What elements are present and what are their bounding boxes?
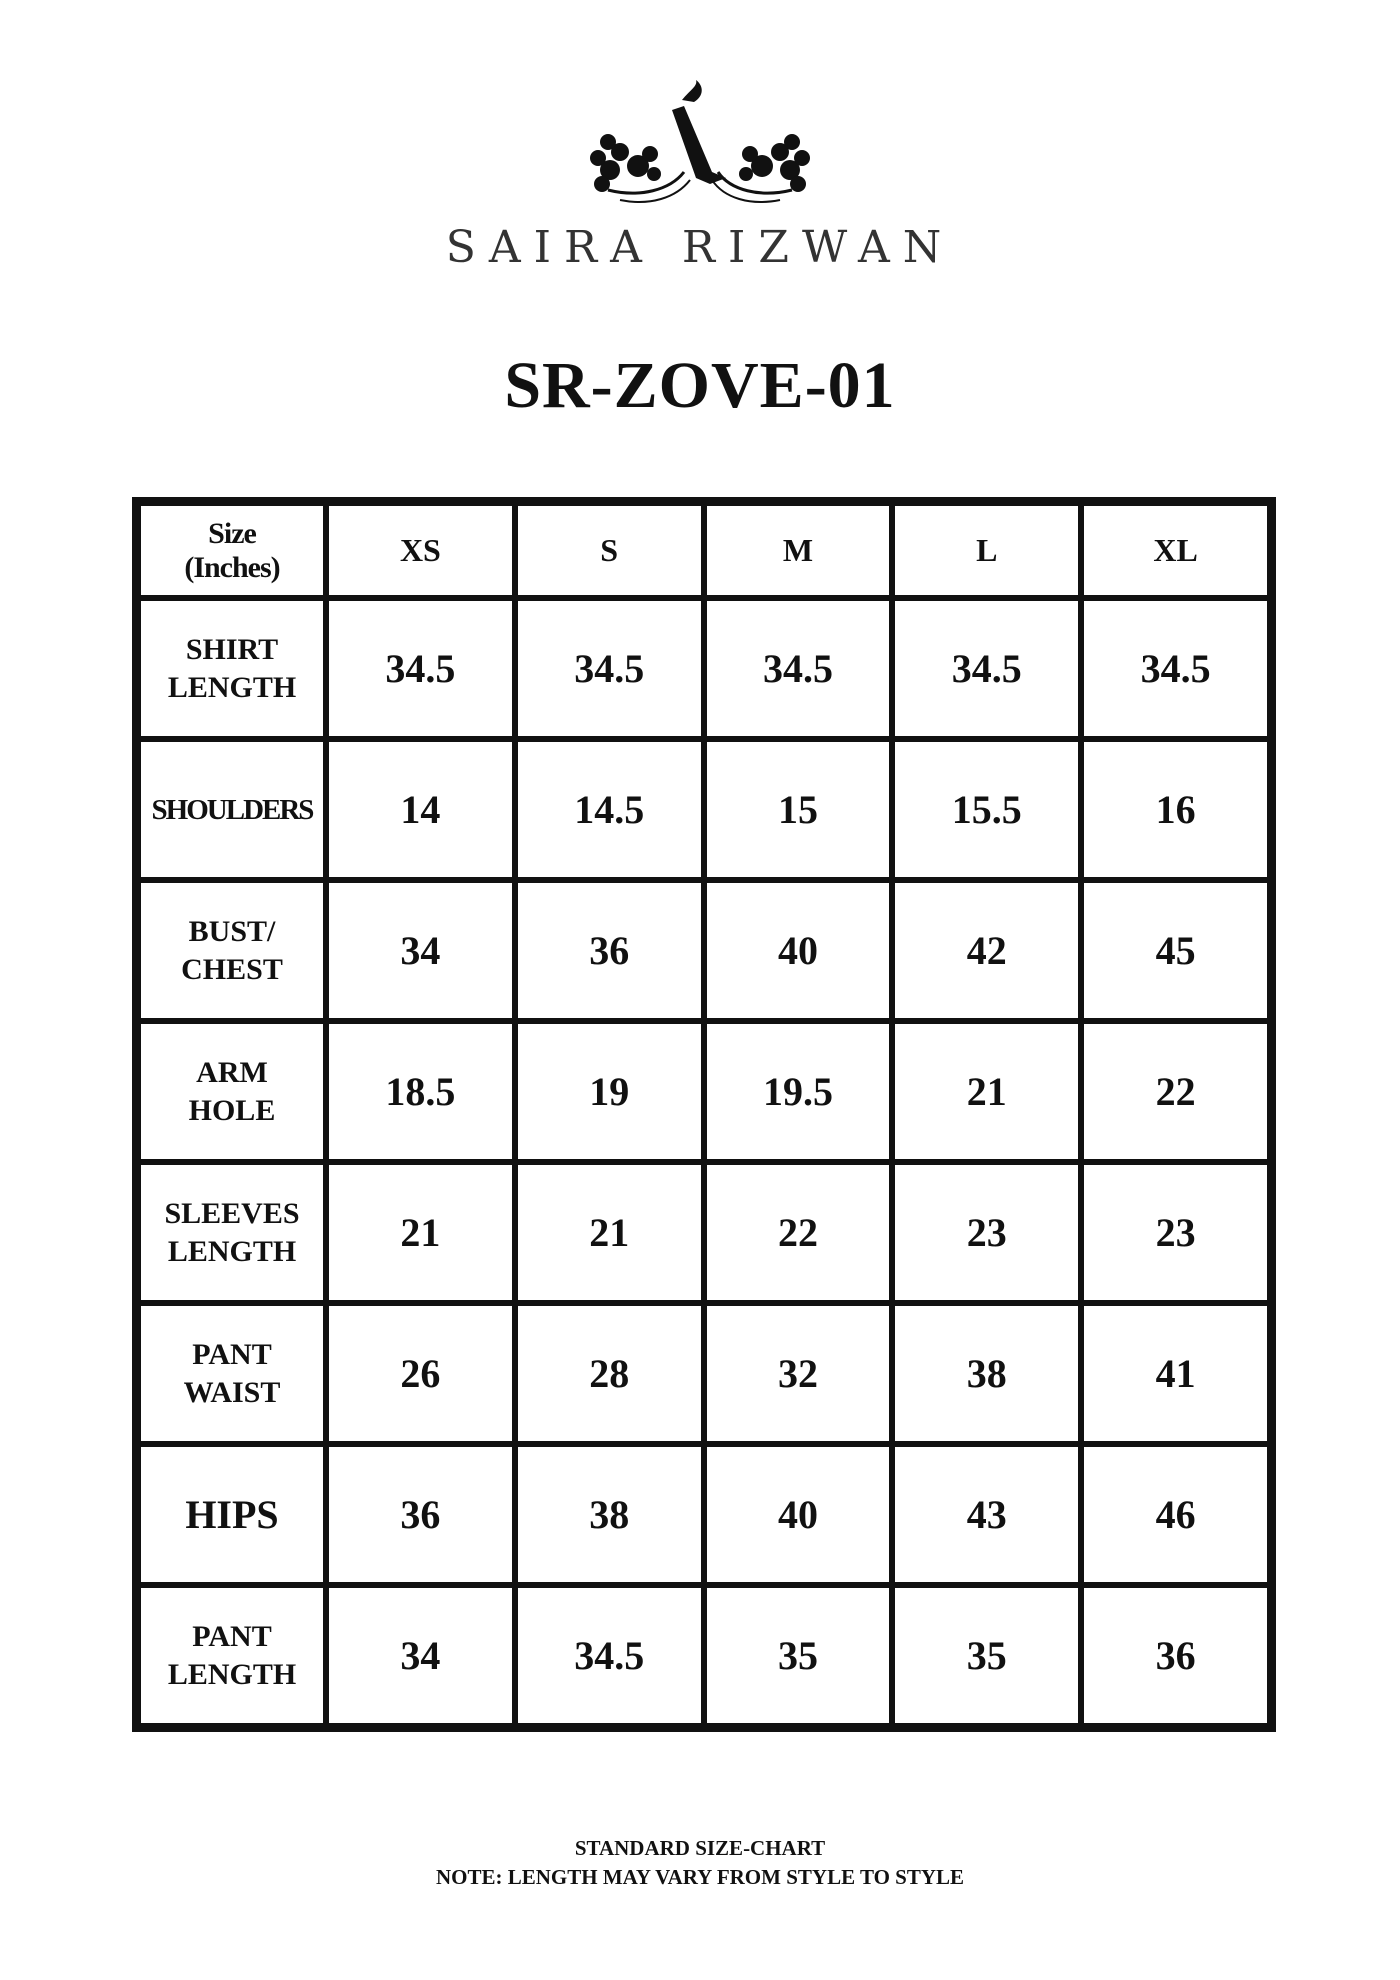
footer-length-note: NOTE: LENGTH MAY VARY FROM STYLE TO STYLE [435,1865,965,1889]
size-chart-table [132,497,1276,1732]
row-label-pant-length: PANT LENGTH [138,1585,326,1726]
cell-shirt-length-m: 34.5 [704,598,893,739]
footer-chart-label: STANDARD SIZE-CHART [574,1836,826,1860]
cell-sleeves-length-s: 21 [515,1162,704,1303]
row-label-bust-chest: BUST/ CHEST [138,880,326,1021]
cell-sleeves-length-l: 23 [892,1162,1081,1303]
brand-name: SAIRA RIZWAN [445,222,955,273]
table-row-shoulders [138,739,1270,880]
table-row-arm-hole [138,1021,1270,1162]
cell-arm-hole-m: 19.5 [704,1021,893,1162]
cell-pant-waist-xl: 41 [1081,1303,1270,1444]
cell-sleeves-length-m: 22 [704,1162,893,1303]
cell-arm-hole-s: 19 [515,1021,704,1162]
table-header-row [138,503,1270,598]
page-title: SR-ZOVE-01 [504,349,896,422]
cell-arm-hole-xs: 18.5 [326,1021,515,1162]
row-label-arm-hole: ARM HOLE [138,1021,326,1162]
cell-hips-l: 43 [892,1444,1081,1585]
cell-shirt-length-s: 34.5 [515,598,704,739]
cell-arm-hole-l: 21 [892,1021,1081,1162]
cell-pant-waist-l: 38 [892,1303,1081,1444]
cell-sleeves-length-xl: 23 [1081,1162,1270,1303]
row-label-hips: HIPS [138,1444,326,1585]
table-row-shirt-length [138,598,1270,739]
cell-shoulders-xs: 14 [326,739,515,880]
cell-pant-length-xs: 34 [326,1585,515,1726]
table-row-bust-chest [138,880,1270,1021]
cell-shoulders-xl: 16 [1081,739,1270,880]
cell-shoulders-m: 15 [704,739,893,880]
table-row-pant-waist [138,1303,1270,1444]
table-row-hips [138,1444,1270,1585]
cell-sleeves-length-xs: 21 [326,1162,515,1303]
cell-shirt-length-l: 34.5 [892,598,1081,739]
cell-bust-chest-xs: 34 [326,880,515,1021]
cell-pant-length-xl: 36 [1081,1585,1270,1726]
cell-hips-xl: 46 [1081,1444,1270,1585]
row-label-shoulders: SHOULDERS [138,739,326,880]
cell-bust-chest-m: 40 [704,880,893,1021]
cell-pant-waist-xs: 26 [326,1303,515,1444]
floral-logo-icon [580,80,820,210]
row-label-sleeves-length: SLEEVES LENGTH [138,1162,326,1303]
cell-bust-chest-xl: 45 [1081,880,1270,1021]
cell-pant-waist-m: 32 [704,1303,893,1444]
footer-note [0,1834,1400,1892]
cell-bust-chest-s: 36 [515,880,704,1021]
cell-hips-m: 40 [704,1444,893,1585]
cell-shoulders-l: 15.5 [892,739,1081,880]
brand-logo [0,80,1400,210]
header-size-l: L [892,503,1081,598]
header-size-xs: XS [326,503,515,598]
cell-bust-chest-l: 42 [892,880,1081,1021]
header-size-m: M [704,503,893,598]
cell-arm-hole-xl: 22 [1081,1021,1270,1162]
row-label-pant-waist: PANT WAIST [138,1303,326,1444]
cell-shirt-length-xl: 34.5 [1081,598,1270,739]
header-size-s: S [515,503,704,598]
cell-hips-xs: 36 [326,1444,515,1585]
header-size-xl: XL [1081,503,1270,598]
cell-hips-s: 38 [515,1444,704,1585]
cell-shirt-length-xs: 34.5 [326,598,515,739]
cell-shoulders-s: 14.5 [515,739,704,880]
row-label-shirt-length: SHIRT LENGTH [138,598,326,739]
cell-pant-length-l: 35 [892,1585,1081,1726]
cell-pant-length-s: 34.5 [515,1585,704,1726]
header-size-inches: Size (Inches) [138,503,326,598]
table-row-sleeves-length [138,1162,1270,1303]
cell-pant-waist-s: 28 [515,1303,704,1444]
table-row-pant-length [138,1585,1270,1726]
cell-pant-length-m: 35 [704,1585,893,1726]
